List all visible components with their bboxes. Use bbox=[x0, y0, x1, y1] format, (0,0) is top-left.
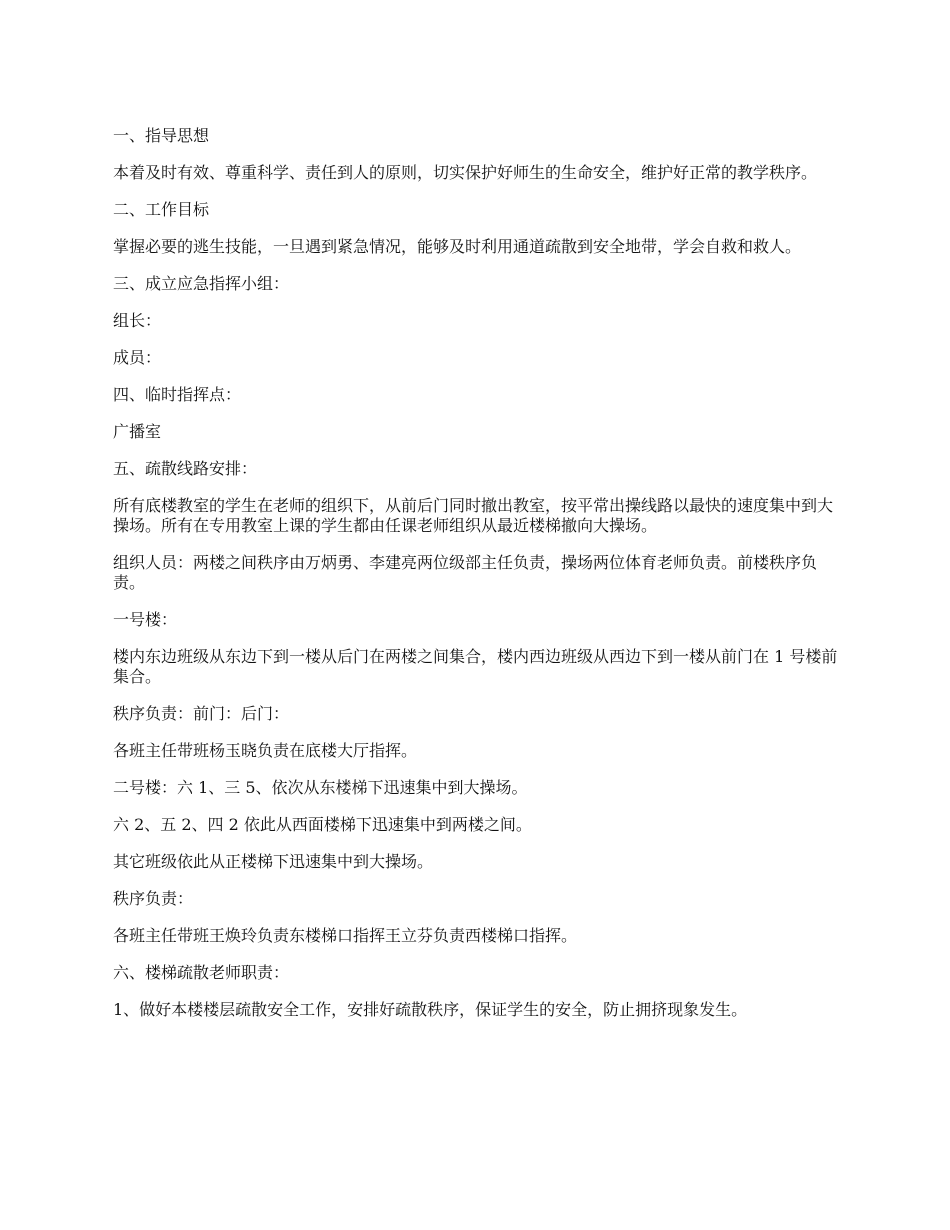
section-heading-evacuation-routes: 五、疏散线路安排： bbox=[113, 459, 258, 478]
section-heading-command-group: 三、成立应急指挥小组： bbox=[113, 274, 290, 293]
section-heading-command-point: 四、临时指挥点： bbox=[113, 385, 242, 404]
paragraph-duty-one: 1、做好本楼楼层疏散安全工作，安排好疏散秩序，保证学生的安全，防止拥挤现象发生。 bbox=[113, 1000, 748, 1019]
paragraph-stair-command: 各班主任带班王焕玲负责东楼梯口指挥王立芬负责西楼梯口指挥。 bbox=[113, 926, 578, 945]
paragraph-order-front-back: 秩序负责：前门：后门： bbox=[113, 704, 290, 723]
paragraph-work-goals-text: 掌握必要的逃生技能，一旦遇到紧急情况，能够及时利用通道疏散到安全地带，学会自救和救人。 bbox=[113, 237, 802, 256]
paragraph-group-members: 成员： bbox=[113, 348, 162, 367]
paragraph-guiding-ideology-text: 本着及时有效、尊重科学、责任到人的原则，切实保护好师生的生命安全，维护好正常的教学秩序。 bbox=[113, 163, 818, 182]
paragraph-other-classes: 其它班级依此从正楼梯下迅速集中到大操场。 bbox=[113, 852, 434, 871]
section-heading-stair-teacher-duties: 六、楼梯疏散老师职责： bbox=[113, 963, 290, 982]
paragraph-building-one: 一号楼： bbox=[113, 610, 178, 629]
paragraph-group-leader: 组长： bbox=[113, 311, 162, 330]
paragraph-order-responsible: 秩序负责： bbox=[113, 889, 194, 908]
paragraph-lobby-command: 各班主任带班杨玉晓负责在底楼大厅指挥。 bbox=[113, 741, 418, 760]
section-heading-work-goals: 二、工作目标 bbox=[113, 200, 210, 219]
paragraph-evacuation-routes-text: 所有底楼教室的学生在老师的组织下，从前后门同时撤出教室，按平常出操线路以最快的速度集中到大操场。所有在专用教室上课的学生都由任课老师组织从最近楼梯撤向大操场。 bbox=[113, 496, 834, 535]
section-heading-guiding-ideology: 一、指导思想 bbox=[113, 126, 210, 145]
paragraph-building-one-route: 楼内东边班级从东边下到一楼从后门在两楼之间集合，楼内西边班级从西边下到一楼从前门在 1 号楼前集合。 bbox=[113, 647, 838, 686]
paragraph-broadcast-room: 广播室 bbox=[113, 422, 162, 441]
document-page bbox=[113, 122, 840, 1033]
paragraph-building-two-west: 六 2、五 2、四 2 依此从西面楼梯下迅速集中到两楼之间。 bbox=[113, 815, 532, 834]
paragraph-building-two-east: 二号楼：六 1、三 5、依次从东楼梯下迅速集中到大操场。 bbox=[113, 778, 528, 797]
paragraph-organizers: 组织人员：两楼之间秩序由万炳勇、李建亮两位级部主任负责，操场两位体育老师负责。前楼秩序负责。 bbox=[113, 553, 818, 592]
